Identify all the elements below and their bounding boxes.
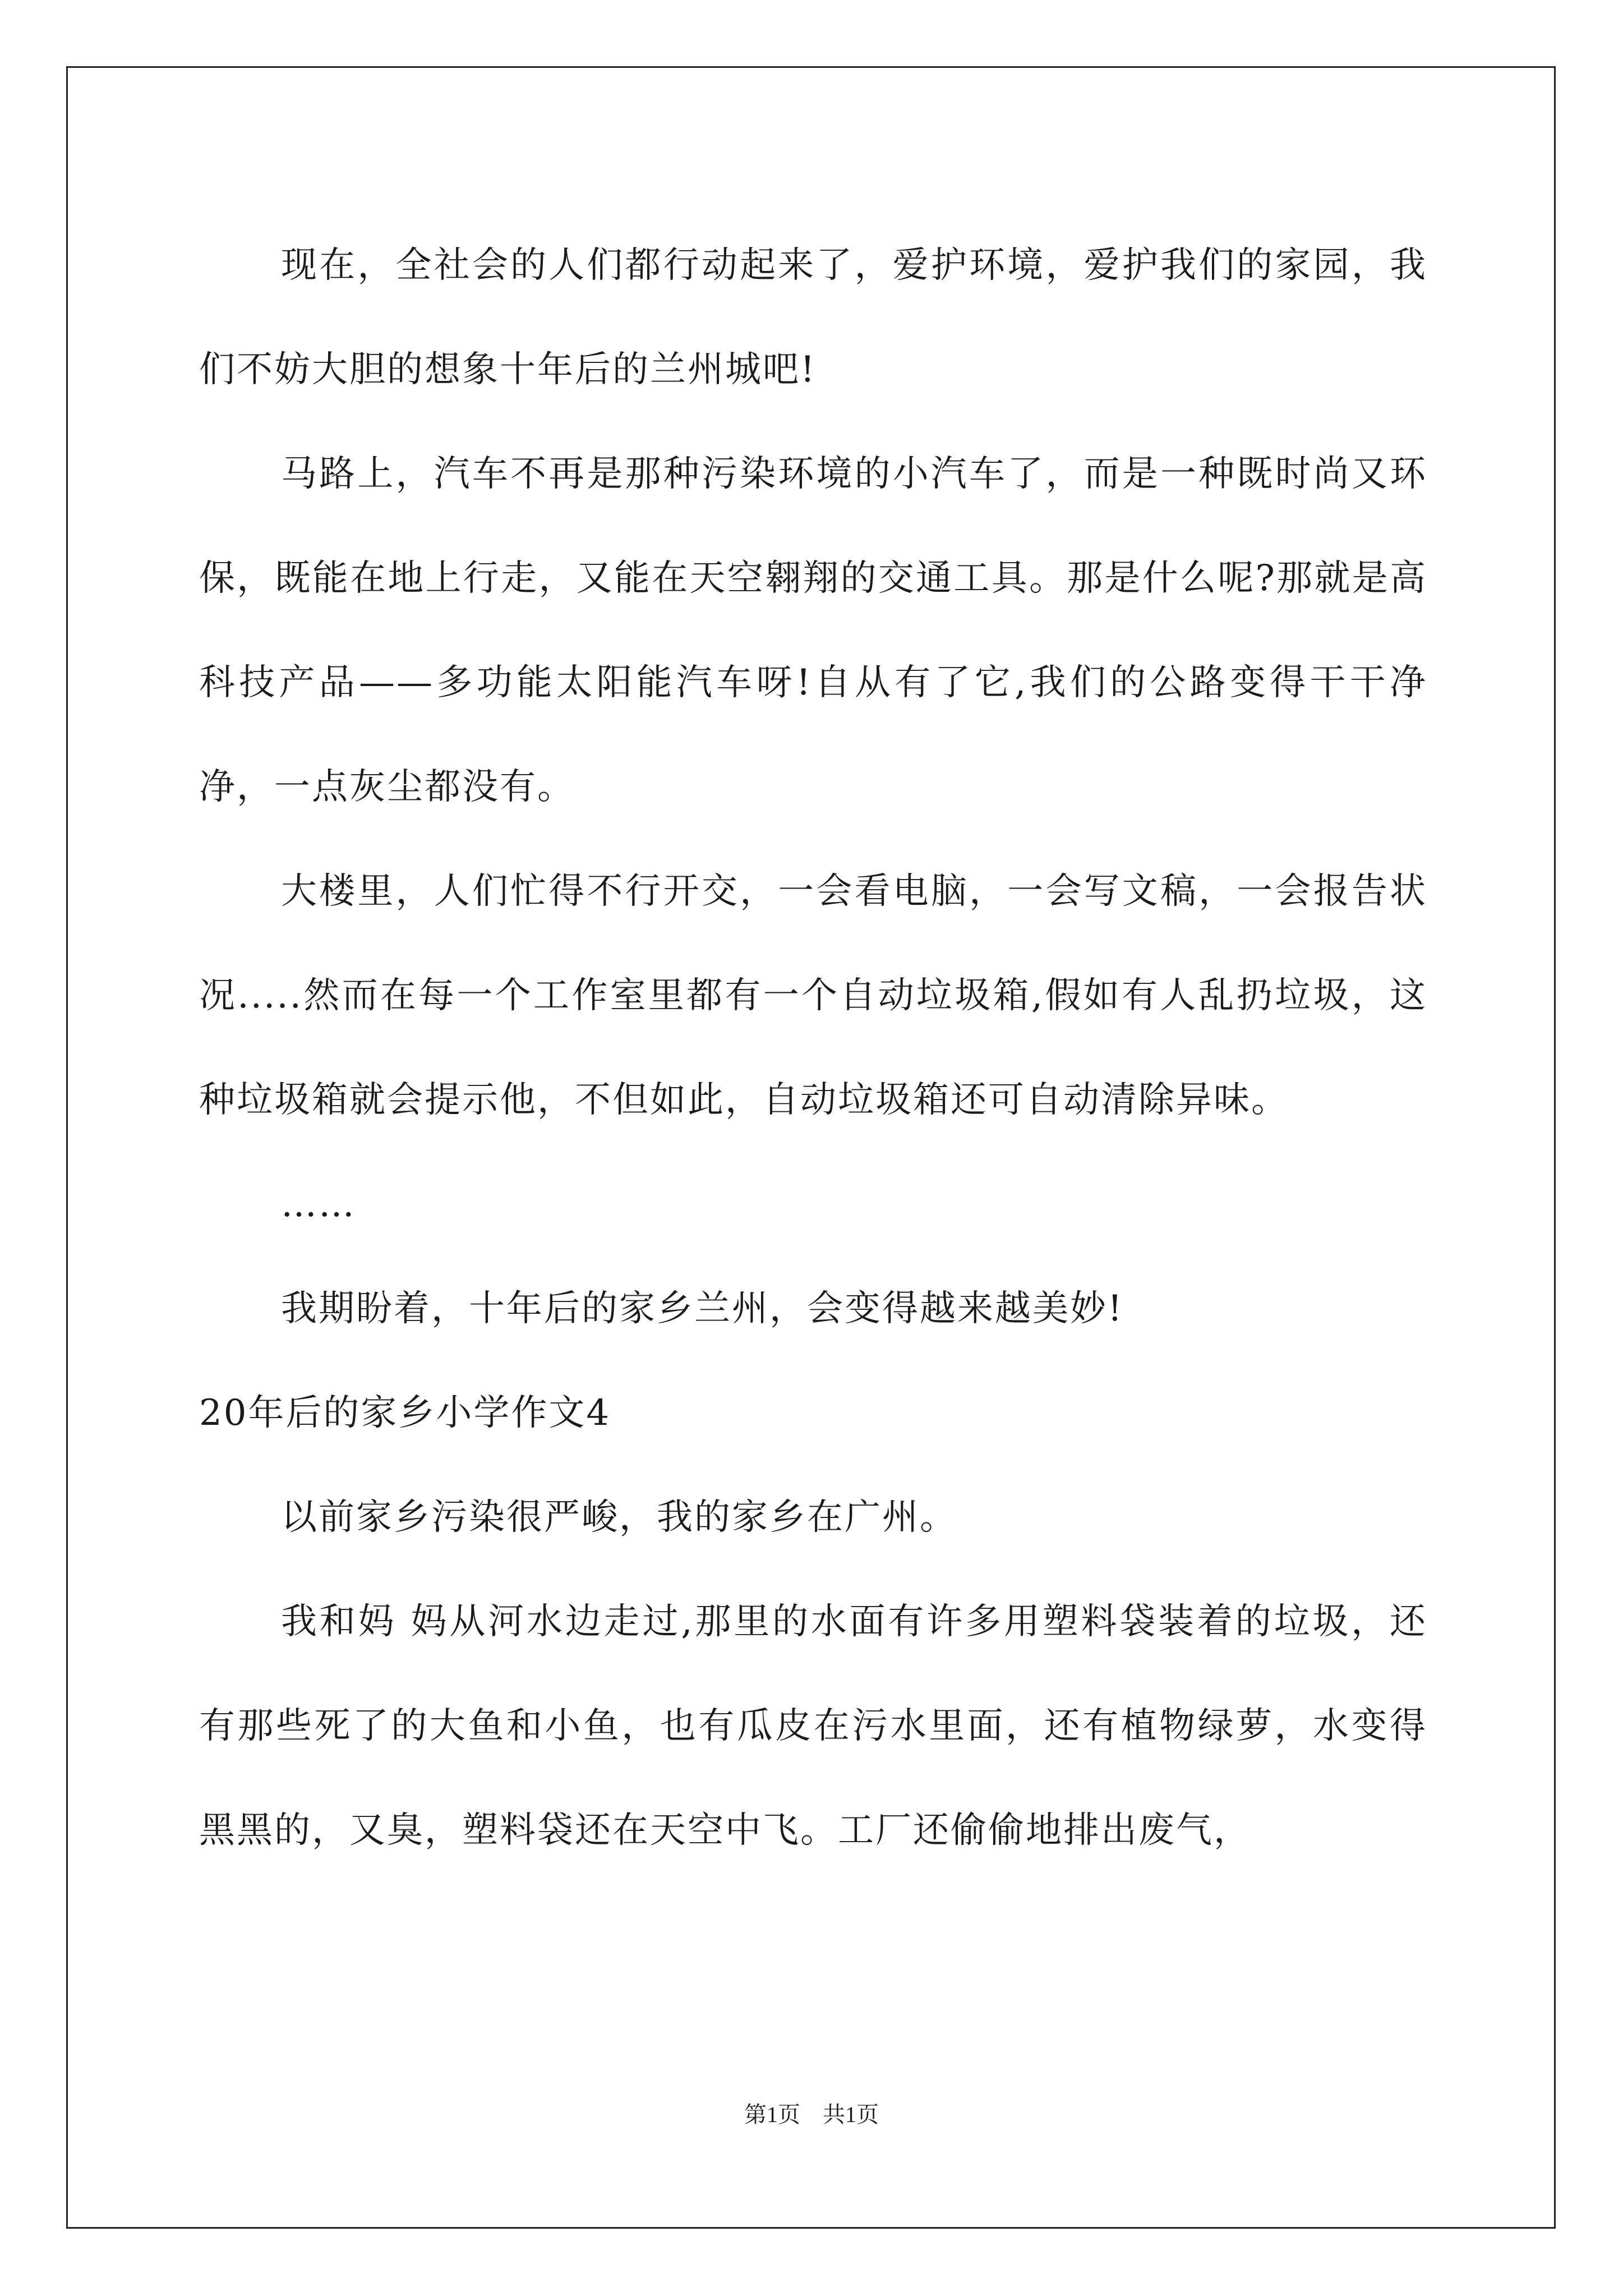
page-number-footer: 第1页 共1页 [744, 2102, 879, 2127]
paragraph-2: 马路上，汽车不再是那种污染环境的小汽车了，而是一种既时尚又环保，既能在地上行走，又能在天空翱翔的交通工具。那是什么呢?那就是高科技产品——多功能太阳能汽车呀!自从有了它,我们的公路变得干干净净，一点灰尘都没有。 [199, 453, 1427, 808]
document-body [199, 213, 1427, 1883]
paragraph-3: 大楼里，人们忙得不行开交，一会看电脑，一会写文稿，一会报告状况.....然而在每一个工作室里都有一个自动垃圾箱,假如有人乱扔垃圾，这种垃圾箱就会提示他，不但如此，自动垃圾箱还可自动清除异味。 [199, 871, 1427, 1121]
section-heading: 20年后的家乡小学作文4 [199, 1392, 611, 1434]
paragraph-8: 我和妈 妈从河水边走过,那里的水面有许多用塑料袋装着的垃圾，还有那些死了的大鱼和小鱼，也有瓜皮在污水里面，还有植物绿萝，水变得黑黑的，又臭，塑料袋还在天空中飞。工厂还偷偷地排出废气， [199, 1601, 1427, 1851]
paragraph-1: 现在，全社会的人们都行动起来了，爱护环境，爱护我们的家园，我们不妨大胆的想象十年后的兰州城吧! [199, 245, 1427, 390]
paragraph-5: 我期盼着，十年后的家乡兰州，会变得越来越美妙! [281, 1288, 1124, 1329]
paragraph-7: 以前家乡污染很严峻，我的家乡在广州。 [281, 1497, 957, 1538]
paragraph-ellipsis: …… [281, 1184, 356, 1225]
